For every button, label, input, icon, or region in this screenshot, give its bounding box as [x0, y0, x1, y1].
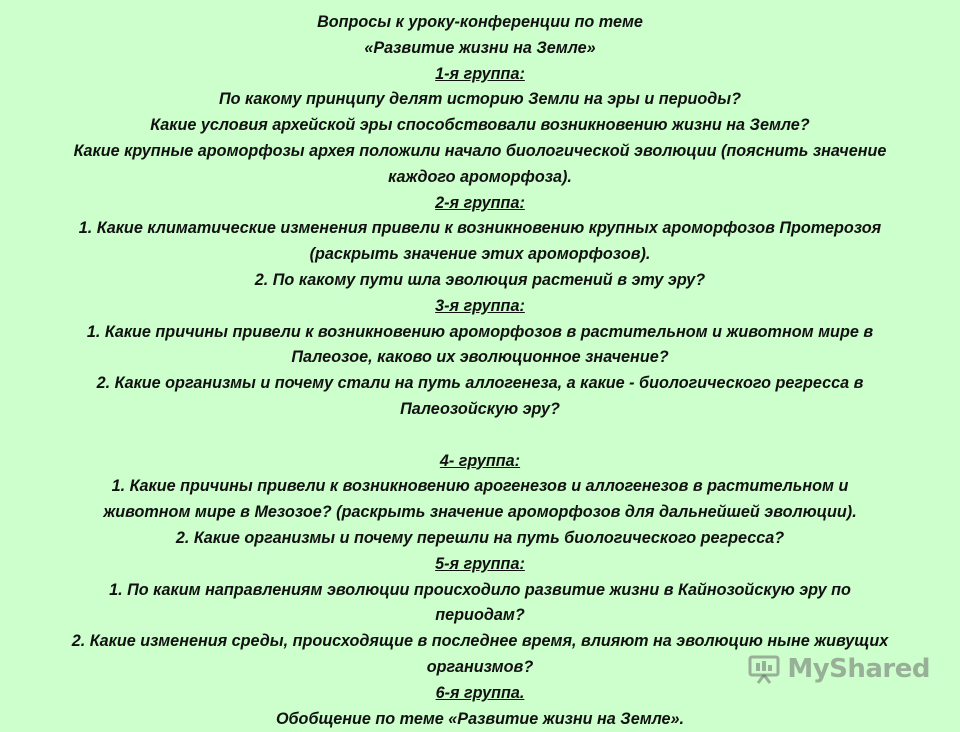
- document-body: [0, 10, 960, 732]
- group-3-heading: 3-я группа:: [435, 296, 525, 315]
- group-3-question-line: 2. Какие организмы и почему стали на путь аллогенеза, а какие - биологического регресса в: [96, 374, 864, 393]
- presentation-screen-icon: [747, 654, 781, 684]
- myshared-watermark: [747, 654, 930, 684]
- group-5-question-line: 2. Какие изменения среды, происходящие в последнее время, влияют на эволюцию ныне живущих: [71, 632, 889, 651]
- group-4-question-line: животном мире в Мезозое? (раскрыть значение ароморфозов для дальнейшей эволюции).: [103, 503, 857, 522]
- group-6-heading: 6-я группа.: [435, 683, 525, 702]
- title-line-2: «Развитие жизни на Земле»: [364, 38, 596, 57]
- group-1-question-line: Какие условия архейской эры способствовали возникновению жизни на Земле?: [150, 116, 810, 135]
- group-3-question-line: Палеозое, каково их эволюционное значение?: [291, 348, 669, 367]
- group-5-question-line: периодам?: [435, 606, 525, 625]
- group-1-question-line: каждого ароморфоза).: [388, 167, 572, 186]
- group-1-heading: 1-я группа:: [435, 64, 525, 83]
- group-1-question-line: По какому принципу делят историю Земли на эры и периоды?: [218, 90, 741, 109]
- group-1-question-line: Какие крупные ароморфозы архея положили начало биологической эволюции (пояснить значение: [73, 141, 887, 160]
- group-3-question-line: 1. Какие причины привели к возникновению ароморфозов в растительном и животном мире в: [86, 322, 874, 341]
- title-line-1: Вопросы к уроку-конференции по теме: [317, 13, 643, 31]
- group-4-heading: 4- группа:: [439, 451, 521, 470]
- group-3-question-line: Палеозойскую эру?: [400, 399, 560, 418]
- group-2-heading: 2-я группа:: [435, 193, 525, 212]
- group-5-question-line: организмов?: [426, 657, 534, 676]
- group-4-question-line: 2. Какие организмы и почему перешли на путь биологического регресса?: [175, 528, 785, 547]
- blank-spacer: [0, 423, 960, 449]
- group-2-question-line: 2. По какому пути шла эволюция растений в эту эру?: [254, 270, 706, 289]
- group-6-question-line: Обобщение по теме «Развитие жизни на Земле».: [275, 709, 685, 728]
- group-5-question-line: 1. По каким направлениям эволюции происходило развитие жизни в Кайнозойскую эру по: [109, 580, 851, 599]
- group-5-heading: 5-я группа:: [435, 554, 525, 573]
- watermark-text: MyShared: [787, 654, 930, 684]
- group-2-question-line: (раскрыть значение этих ароморфозов).: [309, 245, 651, 264]
- group-4-question-line: 1. Какие причины привели к возникновению арогенезов и аллогенезов в растительном и: [111, 477, 849, 496]
- group-2-question-line: 1. Какие климатические изменения привели к возникновению крупных ароморфозов Протерозоя: [78, 219, 882, 238]
